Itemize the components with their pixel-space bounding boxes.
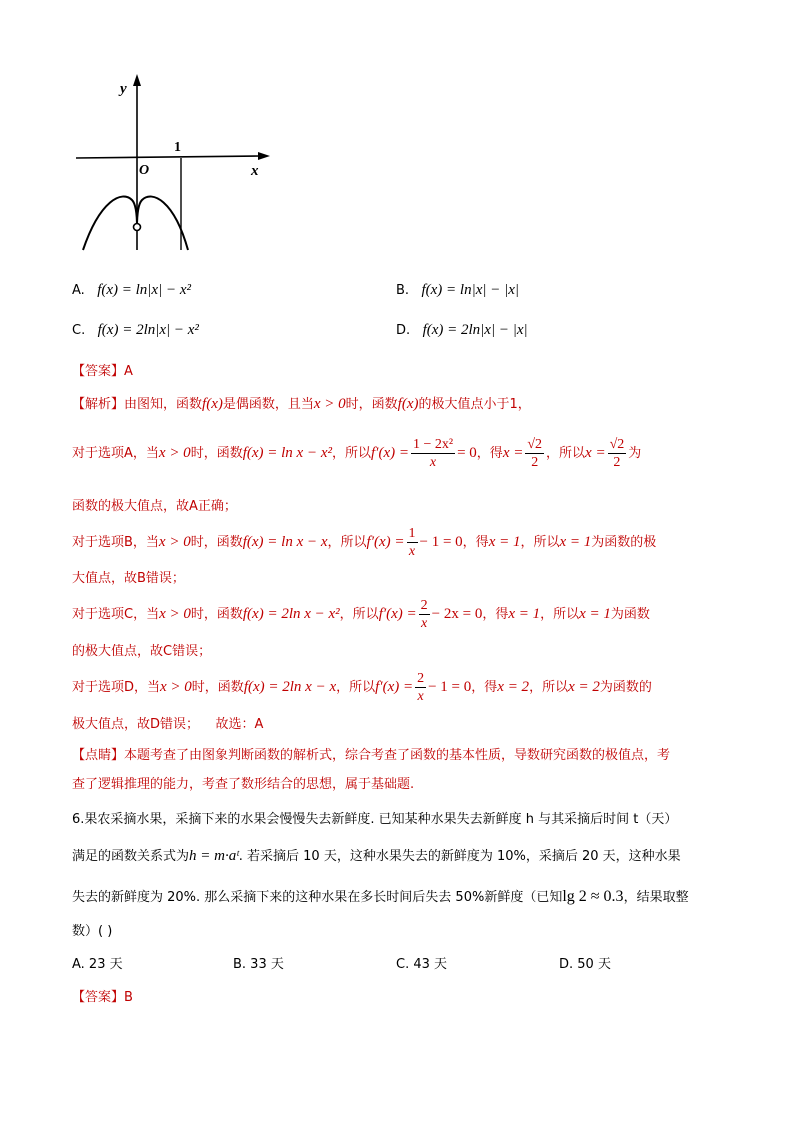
y-axis-label: y <box>120 81 127 97</box>
option-text: D. 50 天 <box>559 957 611 972</box>
text: 对于选项B，当 <box>72 535 159 550</box>
q6-line-3 <box>72 886 689 906</box>
math: x > 0 <box>158 445 191 461</box>
denominator: 2 <box>531 455 539 470</box>
math: x > 0 <box>159 606 191 622</box>
math: x > 0 <box>313 396 346 412</box>
numerator: √2 <box>609 437 625 452</box>
text: 数）( ) <box>72 924 113 939</box>
open-point <box>134 224 141 231</box>
math: f′(x) = <box>375 679 414 695</box>
math: − 1 = 0 <box>419 534 463 550</box>
text: 为函数 <box>610 607 650 622</box>
q5-option-c <box>72 322 199 339</box>
analysis-option-a <box>72 436 641 471</box>
text: 时，函数 <box>190 535 243 550</box>
numerator: √2 <box>527 437 543 452</box>
text: 由图知，函数 <box>124 397 203 412</box>
option-label: B. <box>396 283 410 298</box>
option-label: C. <box>72 323 86 338</box>
text: 时，函数 <box>190 446 243 461</box>
text: 的极大值点，故C错误； <box>72 644 212 659</box>
denominator: x <box>421 616 428 631</box>
q5-option-a <box>72 282 191 299</box>
text: ，所以 <box>327 535 367 550</box>
y-axis-arrow <box>133 74 141 86</box>
option-math: f(x) = 2ln|x| − x² <box>97 322 199 338</box>
option-text: A. 23 天 <box>72 957 123 972</box>
fraction <box>415 670 426 705</box>
text: ，得 <box>482 607 509 622</box>
text: . 若采摘后 10 天，这种水果失去的新鲜度为 10%，采摘后 20 天，这种水果 <box>238 849 681 864</box>
q6-line-2 <box>72 845 681 865</box>
q6-line-4 <box>72 920 112 939</box>
answer-value: A <box>124 364 133 379</box>
fraction <box>419 597 430 632</box>
numerator: 1 <box>408 526 416 541</box>
q6-line-1 <box>72 808 677 827</box>
text: ，所以 <box>332 446 372 461</box>
q6-option-d <box>559 953 611 972</box>
text: 函数的极大值点，故A正确； <box>72 499 237 514</box>
denominator: x <box>429 455 437 470</box>
final-choice: 故选：A <box>215 717 264 732</box>
analysis-option-c-cont <box>72 640 211 659</box>
option-math: f(x) = ln|x| − x² <box>97 282 191 298</box>
text: 极大值点，故D错误； <box>72 717 200 732</box>
q6-option-b <box>233 953 284 972</box>
fraction <box>411 436 455 471</box>
math: x = 1 <box>579 606 611 622</box>
math: x = <box>502 445 524 461</box>
text: ，所以 <box>540 607 580 622</box>
math: f(x) = 2ln x − x² <box>242 606 340 622</box>
x-axis-arrow <box>258 152 270 160</box>
answer-tag: 【答案】 <box>72 364 125 379</box>
math: f(x) <box>202 396 223 412</box>
math: x > 0 <box>160 679 192 695</box>
math: x = 1 <box>508 606 541 622</box>
text: 对于选项A，当 <box>72 446 159 461</box>
text: 对于选项C，当 <box>72 607 160 622</box>
math: f(x) = 2ln x − x <box>243 679 337 695</box>
text: 时，函数 <box>191 680 244 695</box>
numerator: 1 − 2x² <box>412 437 454 452</box>
math: x = 2 <box>568 679 600 695</box>
origin-label: O <box>139 163 150 178</box>
text: 为函数的 <box>599 680 652 695</box>
answer-tag: 【答案】 <box>72 990 125 1005</box>
math: x = <box>585 445 606 461</box>
math: f′(x) = <box>371 445 409 461</box>
math: − 1 = 0 <box>428 679 472 695</box>
comment-line-1 <box>72 744 670 763</box>
text: ，得 <box>462 535 489 550</box>
denominator: x <box>417 689 424 704</box>
q6-answer <box>72 986 133 1005</box>
comment-tag: 【点睛】 <box>72 748 125 763</box>
analysis-intro <box>72 393 531 413</box>
analysis-option-a-cont <box>72 495 237 514</box>
text: ，所以 <box>339 607 379 622</box>
analysis-tag: 【解析】 <box>72 397 125 412</box>
option-text: B. 33 天 <box>233 957 284 972</box>
option-label: D. <box>396 323 411 338</box>
x-axis <box>76 156 260 158</box>
text: 查了逻辑推理的能力，考查了数形结合的思想，属于基础题. <box>72 777 415 792</box>
math: x > 0 <box>158 534 191 550</box>
math: f(x) = ln x − x² <box>242 445 332 461</box>
text: 的极大值点小于1， <box>418 397 531 412</box>
option-label: A. <box>72 283 85 298</box>
math: x = 1 <box>559 534 592 550</box>
text: 为函数的极 <box>591 535 657 550</box>
option-text: C. 43 天 <box>396 957 448 972</box>
option-math: f(x) = 2ln|x| − |x| <box>422 322 528 338</box>
math: − 2x = 0 <box>431 606 483 622</box>
text: ，所以 <box>529 680 569 695</box>
math: = 0 <box>457 445 477 461</box>
math: x = 1 <box>488 534 521 550</box>
text: 时，函数 <box>190 607 243 622</box>
text: ，所以 <box>520 535 560 550</box>
q5-option-b <box>396 282 519 299</box>
analysis-option-d <box>72 670 652 705</box>
text: ，所以 <box>546 446 586 461</box>
numerator: 2 <box>420 598 428 613</box>
fraction <box>525 436 544 471</box>
tick-label-1: 1 <box>174 140 181 155</box>
numerator: 2 <box>417 671 425 686</box>
fraction <box>407 525 418 560</box>
analysis-option-b <box>72 525 656 560</box>
text: ，得 <box>471 680 498 695</box>
text: 大值点，故B错误； <box>72 571 185 586</box>
math: x = 2 <box>497 679 530 695</box>
function-graph <box>70 70 280 260</box>
text: 失去的新鲜度为 20%. 那么采摘下来的这种水果在多长时间后失去 50%新鲜度（已知 <box>72 890 563 905</box>
comment-line-2 <box>72 773 414 792</box>
curve-left <box>83 197 137 250</box>
answer-value: B <box>124 990 133 1005</box>
q6-option-a <box>72 953 123 972</box>
analysis-option-c <box>72 597 650 632</box>
text: 对于选项D，当 <box>72 680 161 695</box>
math: f(x) = ln x − x <box>242 534 328 550</box>
math: f′(x) = <box>366 534 405 550</box>
q6-option-c <box>396 953 447 972</box>
analysis-option-d-cont <box>72 713 263 732</box>
x-axis-label: x <box>251 163 259 179</box>
q5-answer <box>72 360 133 379</box>
text: 是偶函数，且当 <box>222 397 314 412</box>
fraction <box>608 436 627 471</box>
option-math: f(x) = ln|x| − |x| <box>421 282 520 298</box>
text: 本题考查了由图象判断函数的解析式，综合考查了函数的基本性质，导数研究函数的极值点，考 <box>124 748 671 763</box>
denominator: x <box>408 544 416 559</box>
math: lg 2 ≈ 0.3 <box>562 888 624 905</box>
text: ，得 <box>476 446 503 461</box>
math: h = m·aᵗ <box>189 848 239 864</box>
text: ，所以 <box>336 680 376 695</box>
q5-option-d <box>396 322 528 339</box>
text: 为 <box>628 446 642 461</box>
analysis-option-b-cont <box>72 567 185 586</box>
text: 满足的函数关系式为 <box>72 849 190 864</box>
denominator: 2 <box>613 455 621 470</box>
text: 6.果农采摘水果，采摘下来的水果会慢慢失去新鲜度. 已知某种水果失去新鲜度 h 与其采摘后时间 t（天） <box>72 812 678 827</box>
math: f(x) <box>397 396 419 412</box>
text: ，结果取整 <box>623 890 689 905</box>
text: 时，函数 <box>345 397 398 412</box>
math: f′(x) = <box>378 606 417 622</box>
